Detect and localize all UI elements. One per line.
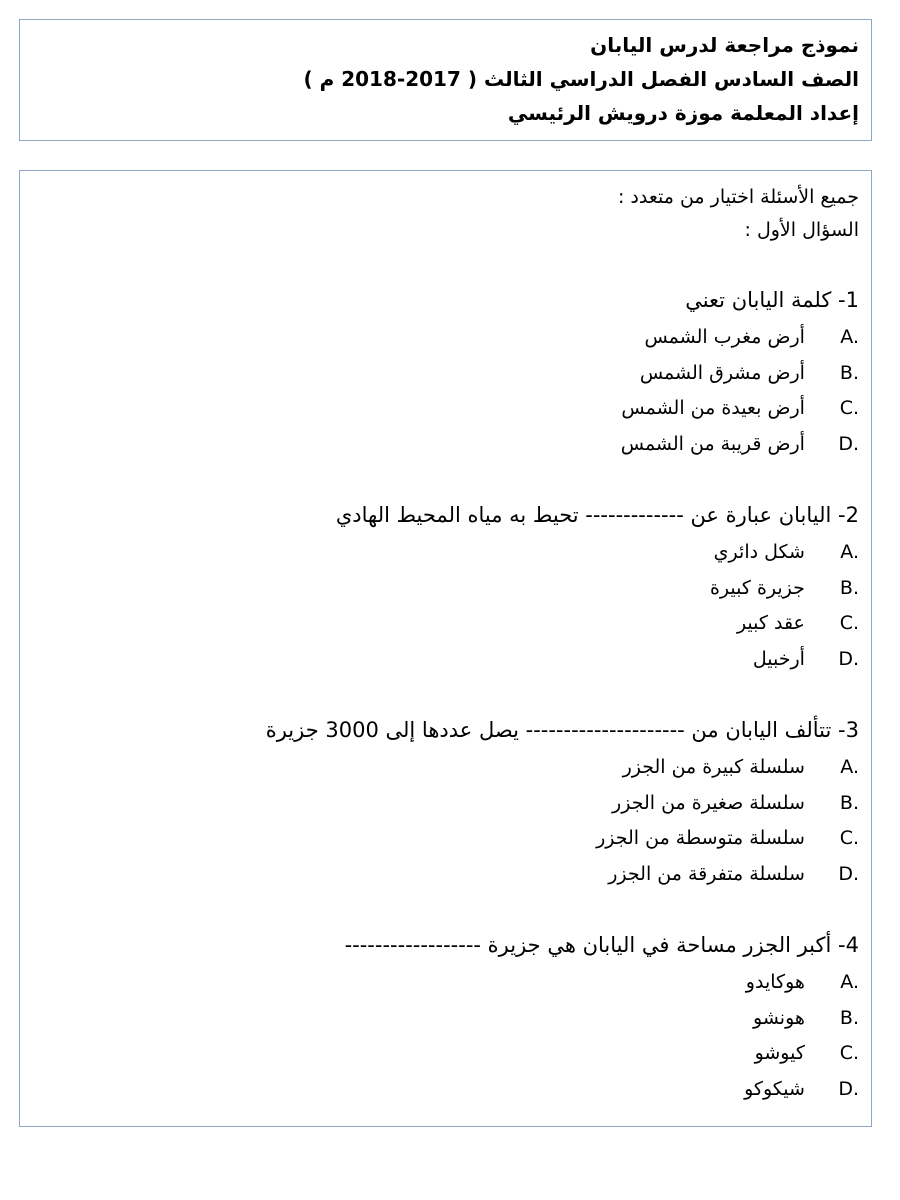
answer-option[interactable] [20,391,859,427]
question-title [20,925,859,965]
option-text: أرض مشرق الشمس [639,361,805,384]
question-text: اليابان عبارة عن ------------- تحيط به مياه المحيط الهادي [335,503,832,527]
option-letter: A. [840,541,859,563]
option-text: جزيرة كبيرة [709,576,805,599]
answer-option[interactable] [20,427,859,463]
option-letter: D. [838,432,859,455]
question-2 [20,495,859,677]
answer-option[interactable] [20,1036,859,1072]
header-box [19,19,872,141]
answer-option[interactable] [20,571,859,607]
instructions-note: جميع الأسئلة اختيار من متعدد : [617,186,859,208]
option-letter: C. [839,397,859,419]
option-letter: B. [839,791,859,814]
grade-term-line: الصف السادس الفصل الدراسي الثالث ( 2017-2018 م ) [303,67,859,91]
option-text: هونشو [753,1006,805,1029]
option-letter: C. [839,827,859,849]
option-text: سلسلة صغيرة من الجزر [612,791,805,814]
option-letter: D. [838,1077,859,1100]
answer-option[interactable] [20,606,859,642]
option-text: كيوشو [754,1042,805,1064]
option-letter: B. [839,576,859,599]
option-text: سلسلة متوسطة من الجزر [596,827,805,849]
option-text: أرض قريبة من الشمس [620,432,805,455]
question-title [20,495,859,535]
answer-option[interactable] [20,786,859,822]
section-heading: السؤال الأول : [744,219,859,241]
answer-option[interactable] [20,356,859,392]
question-3 [20,710,859,892]
questions-list [20,280,859,1107]
option-letter: C. [839,1042,859,1064]
option-letter: B. [839,361,859,384]
option-text: شكل دائري [713,541,805,563]
question-text: تتألف اليابان من --------------------- يصل عددها إلى 3000 جزيرة [265,718,832,742]
option-text: عقد كبير [736,612,805,634]
option-text: شيكوكو [744,1077,805,1100]
question-title [20,710,859,750]
question-number: 3- [838,718,859,742]
option-letter: D. [838,647,859,670]
option-text: سلسلة كبيرة من الجزر [622,756,805,778]
worksheet-title: نموذج مراجعة لدرس اليابان [590,33,859,57]
option-letter: B. [839,1006,859,1029]
question-4 [20,925,859,1107]
question-title [20,280,859,320]
answer-option[interactable] [20,642,859,678]
answer-option[interactable] [20,965,859,1001]
answer-option[interactable] [20,1001,859,1037]
answer-option[interactable] [20,1072,859,1108]
option-text: أرض مغرب الشمس [644,326,805,348]
question-number: 1- [838,288,859,312]
option-letter: D. [838,862,859,885]
answer-option[interactable] [20,857,859,893]
question-text: كلمة اليابان تعني [685,288,832,312]
question-number: 2- [838,503,859,527]
option-text: أرخبيل [752,647,805,670]
author-line: إعداد المعلمة موزة درويش الرئيسي [507,101,859,125]
question-1 [20,280,859,462]
answer-option[interactable] [20,750,859,786]
question-text: أكبر الجزر مساحة في اليابان هي جزيرة ------------------ [344,933,832,957]
answer-option[interactable] [20,320,859,356]
option-letter: A. [840,326,859,348]
question-number: 4- [838,933,859,957]
option-letter: C. [839,612,859,634]
option-letter: A. [840,971,859,993]
questions-box [19,170,872,1127]
answer-option[interactable] [20,535,859,571]
option-text: أرض بعيدة من الشمس [621,397,805,419]
option-letter: A. [840,756,859,778]
option-text: سلسلة متفرقة من الجزر [608,862,805,885]
option-text: هوكايدو [745,971,805,993]
answer-option[interactable] [20,821,859,857]
